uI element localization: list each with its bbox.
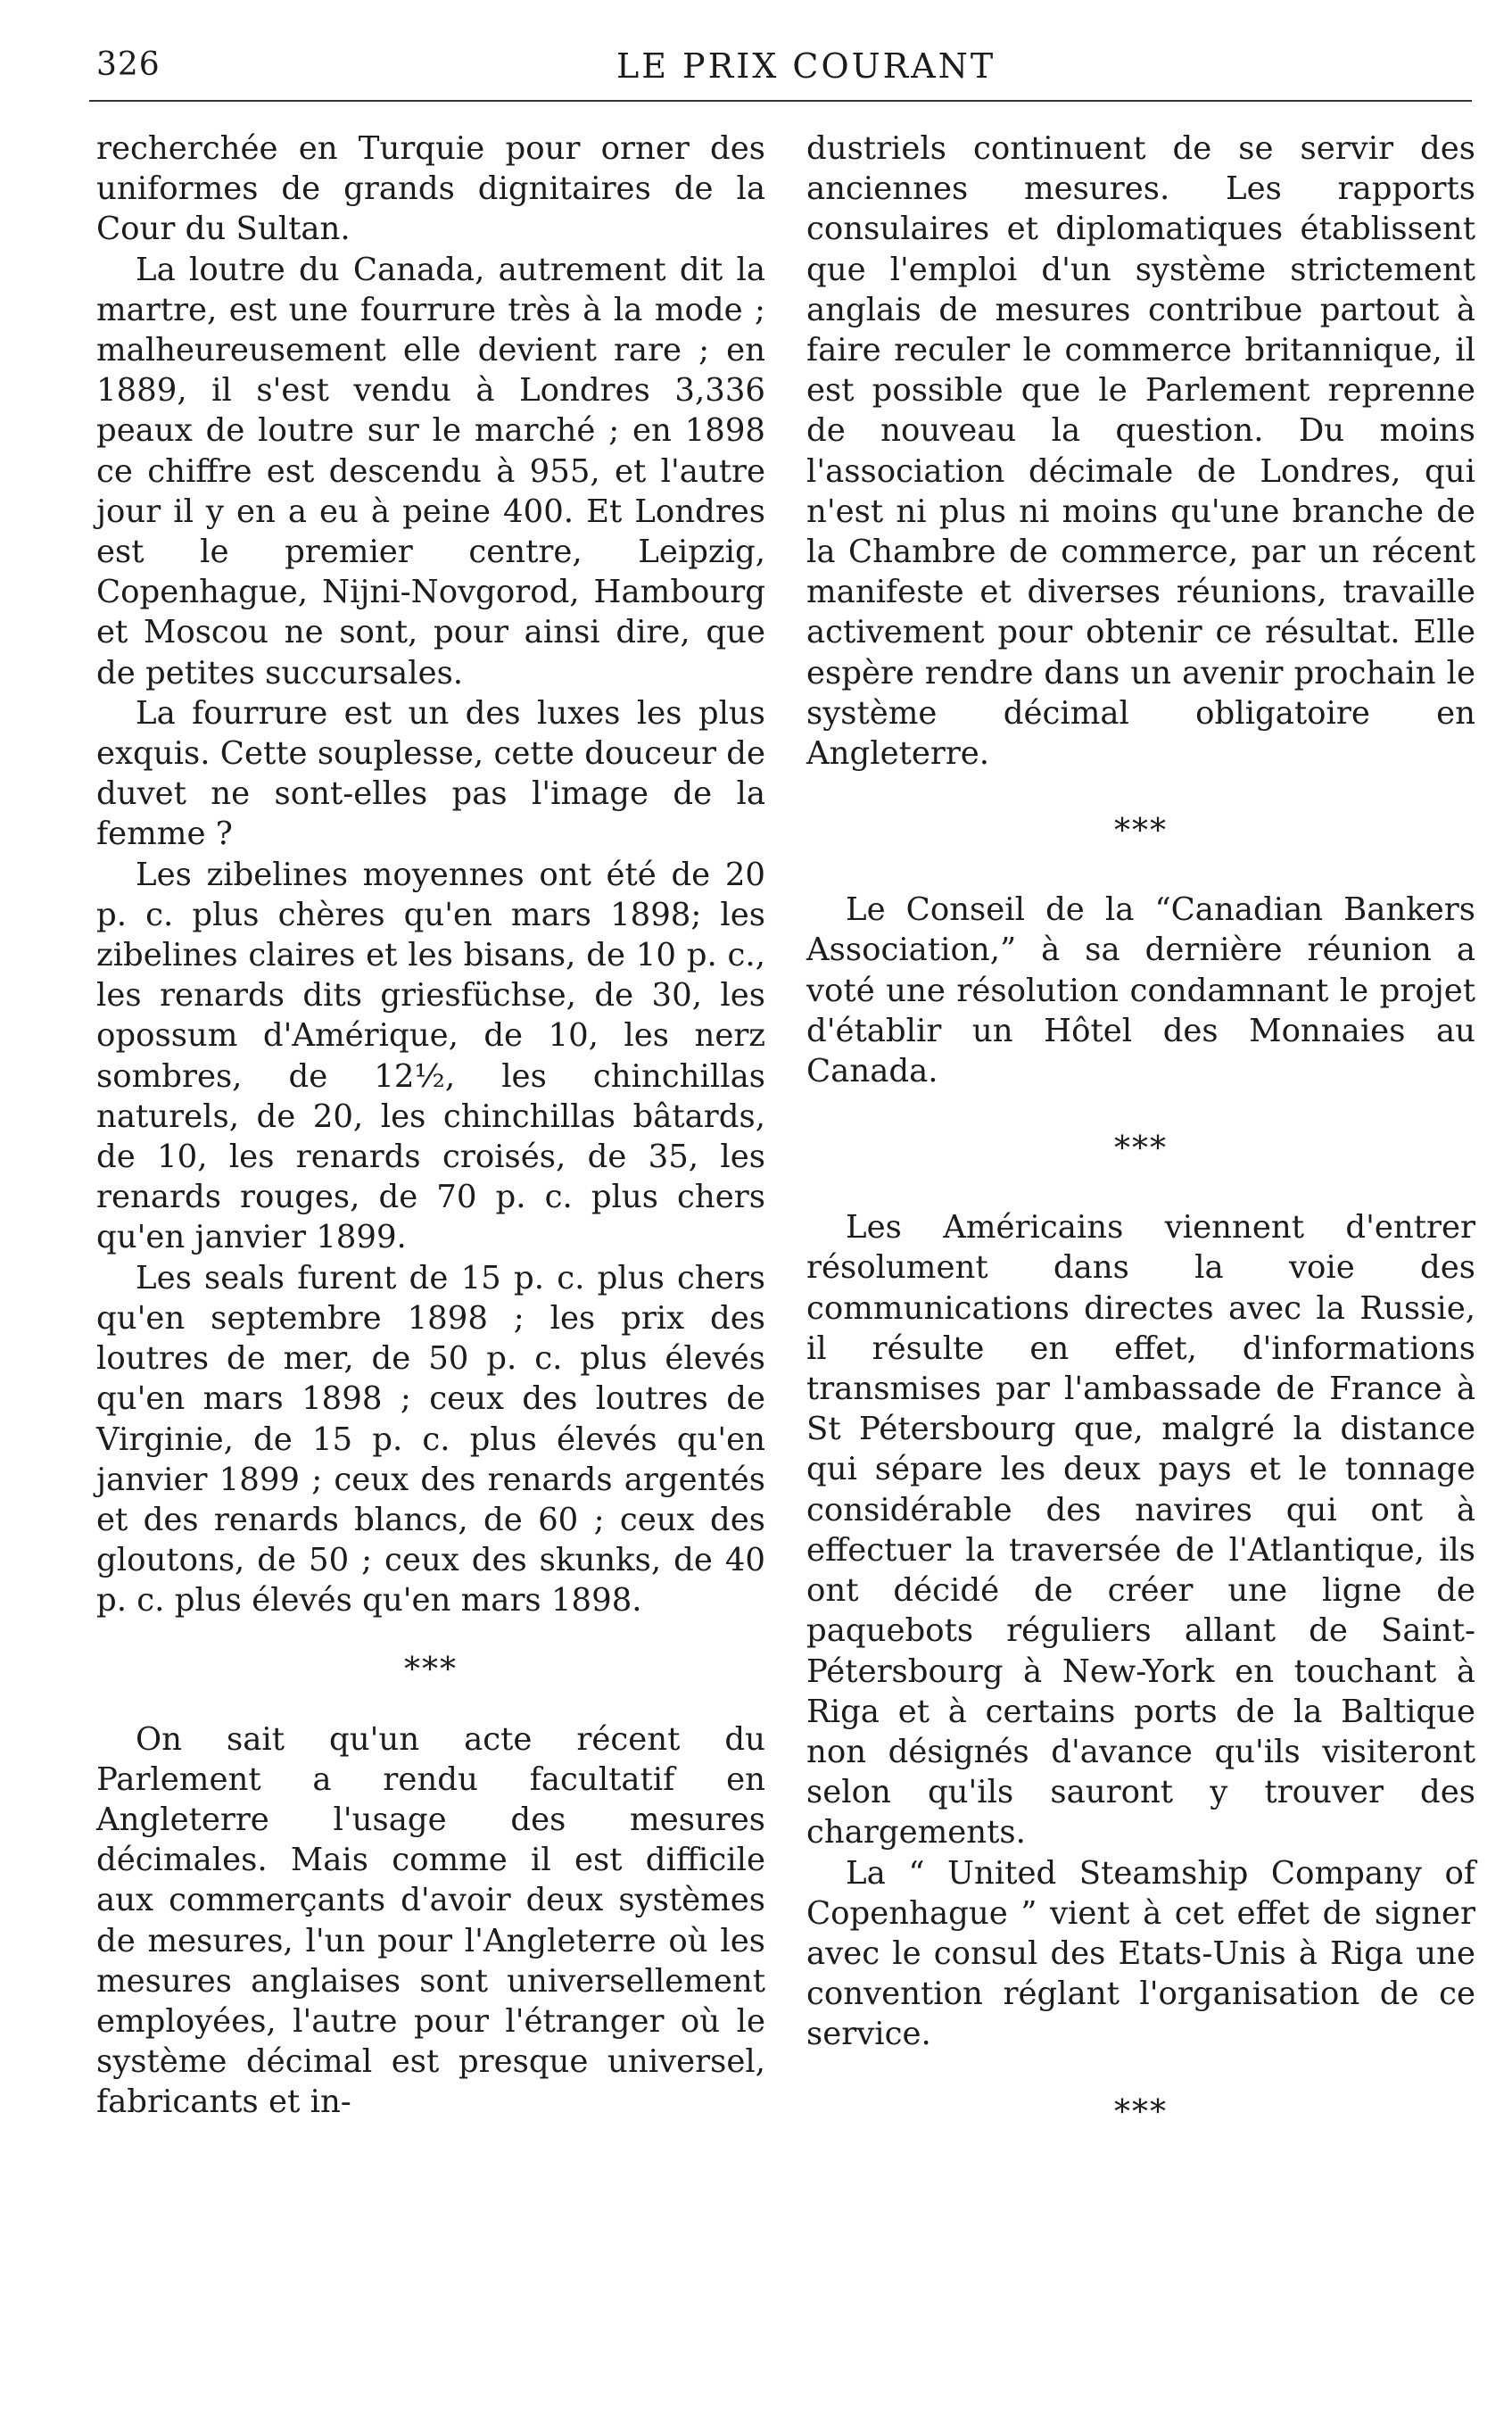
paragraph: La loutre du Canada, autrement dit la martre, est une fourrure très à la mode ; malheureusement elle devient rare ; en 1889, il s'est vendu à Londres 3,336 peaux de loutre sur le marché ; en 1898 ce chiffre est descendu à 955, et l'autre jour il y en a eu à peine 400. Et Londres est le premier centre, Leipzig, Copenhague, Nijni-Novgorod, Hambourg et Moscou ne sont, pour ainsi dire, que de petites succursales. bbox=[96, 251, 765, 692]
paragraph: dustriels continuent de se servir des anciennes mesures. Les rapports consulaires et diplomatiques établissent que l'emploi d'un système strictement anglais de mesures contribue partout à faire reculer le commerce britannique, il est possible que le Parlement reprenne de nouveau la question. Du moins l'association décimale de Londres, qui n'est ni plus ni moins qu'une branche de la Chambre de commerce, par un récent manifeste et diverses réunions, travaille activement pour obtenir ce résultat. Elle espère rendre dans un avenir prochain le système décimal obligatoire en Angleterre. bbox=[806, 130, 1475, 773]
paragraph: recherchée en Turquie pour orner des uniformes de grands dignitaires de la Cour du Sultan. bbox=[96, 130, 765, 248]
paragraph: La fourrure est un des luxes les plus exquis. Cette souplesse, cette douceur de duvet ne sont-elles pas l'image de la femme ? bbox=[96, 694, 765, 853]
paragraph: La “ United Steamship Company of Copenhague ” vient à cet effet de signer avec le consul des Etats-Unis à Riga une convention réglant l'organisation de ce service. bbox=[806, 1854, 1475, 2053]
paragraph: Le Conseil de la “Canadian Bankers Association,” à sa dernière réunion a voté une résolution condamnant le projet d'établir un Hôtel des Monnaies au Canada. bbox=[806, 891, 1475, 1090]
page-number: 326 bbox=[96, 46, 161, 83]
header-rule bbox=[89, 100, 1472, 102]
section-separator: *** bbox=[1114, 2093, 1168, 2131]
section-separator: *** bbox=[404, 1651, 458, 1688]
running-title: LE PRIX COURANT bbox=[616, 46, 996, 86]
section-separator: *** bbox=[1114, 813, 1168, 850]
paragraph: Les zibelines moyennes ont été de 20 p. c. plus chères qu'en mars 1898; les zibelines claires et les bisans, de 10 p. c., les renards dits griesfüchse, de 30, les opossum d'Amérique, de 10, les nerz sombres, de 12½, les chinchillas naturels, de 20, les chinchillas bâtards, de 10, les renards croisés, de 35, les renards rouges, de 70 p. c. plus chers qu'en janvier 1899. bbox=[96, 856, 765, 1256]
paragraph: Les Américains viennent d'entrer résolument dans la voie des communications directes avec la Russie, il résulte en effet, d'informations transmises par l'ambassade de France à St Pétersbourg que, malgré la distance qui sépare les deux pays et le tonnage considérable des navires qui ont à effectuer la traversée de l'Atlantique, ils ont décidé de créer une ligne de paquebots réguliers allant de Saint-Pétersbourg à New-York en touchant à Riga et à certains ports de la Baltique non désignés d'avance qu'ils visiteront selon qu'ils sauront y trouver des chargements. bbox=[806, 1209, 1475, 1851]
section-separator: *** bbox=[1114, 1131, 1168, 1168]
paragraph: Les seals furent de 15 p. c. plus chers qu'en septembre 1898 ; les prix des loutres de mer, de 50 p. c. plus élevés qu'en mars 1898 ; ceux des loutres de Virginie, de 15 p. c. plus élevés qu'en janvier 1899 ; ceux des renards argentés et des renards blancs, de 60 ; ceux des gloutons, de 50 ; ceux des skunks, de 40 p. c. plus élevés qu'en mars 1898. bbox=[96, 1259, 765, 1619]
paragraph: On sait qu'un acte récent du Parlement a rendu facultatif en Angleterre l'usage des mesures décimales. Mais comme il est difficile aux commerçants d'avoir deux systèmes de mesures, l'un pour l'Angleterre où les mesures anglaises sont universellement employées, l'autre pour l'étranger où le système décimal est presque universel, fabricants et in- bbox=[96, 1720, 765, 2121]
right-column bbox=[806, 128, 1475, 2171]
page-header bbox=[96, 39, 1470, 89]
left-column bbox=[96, 128, 765, 2123]
